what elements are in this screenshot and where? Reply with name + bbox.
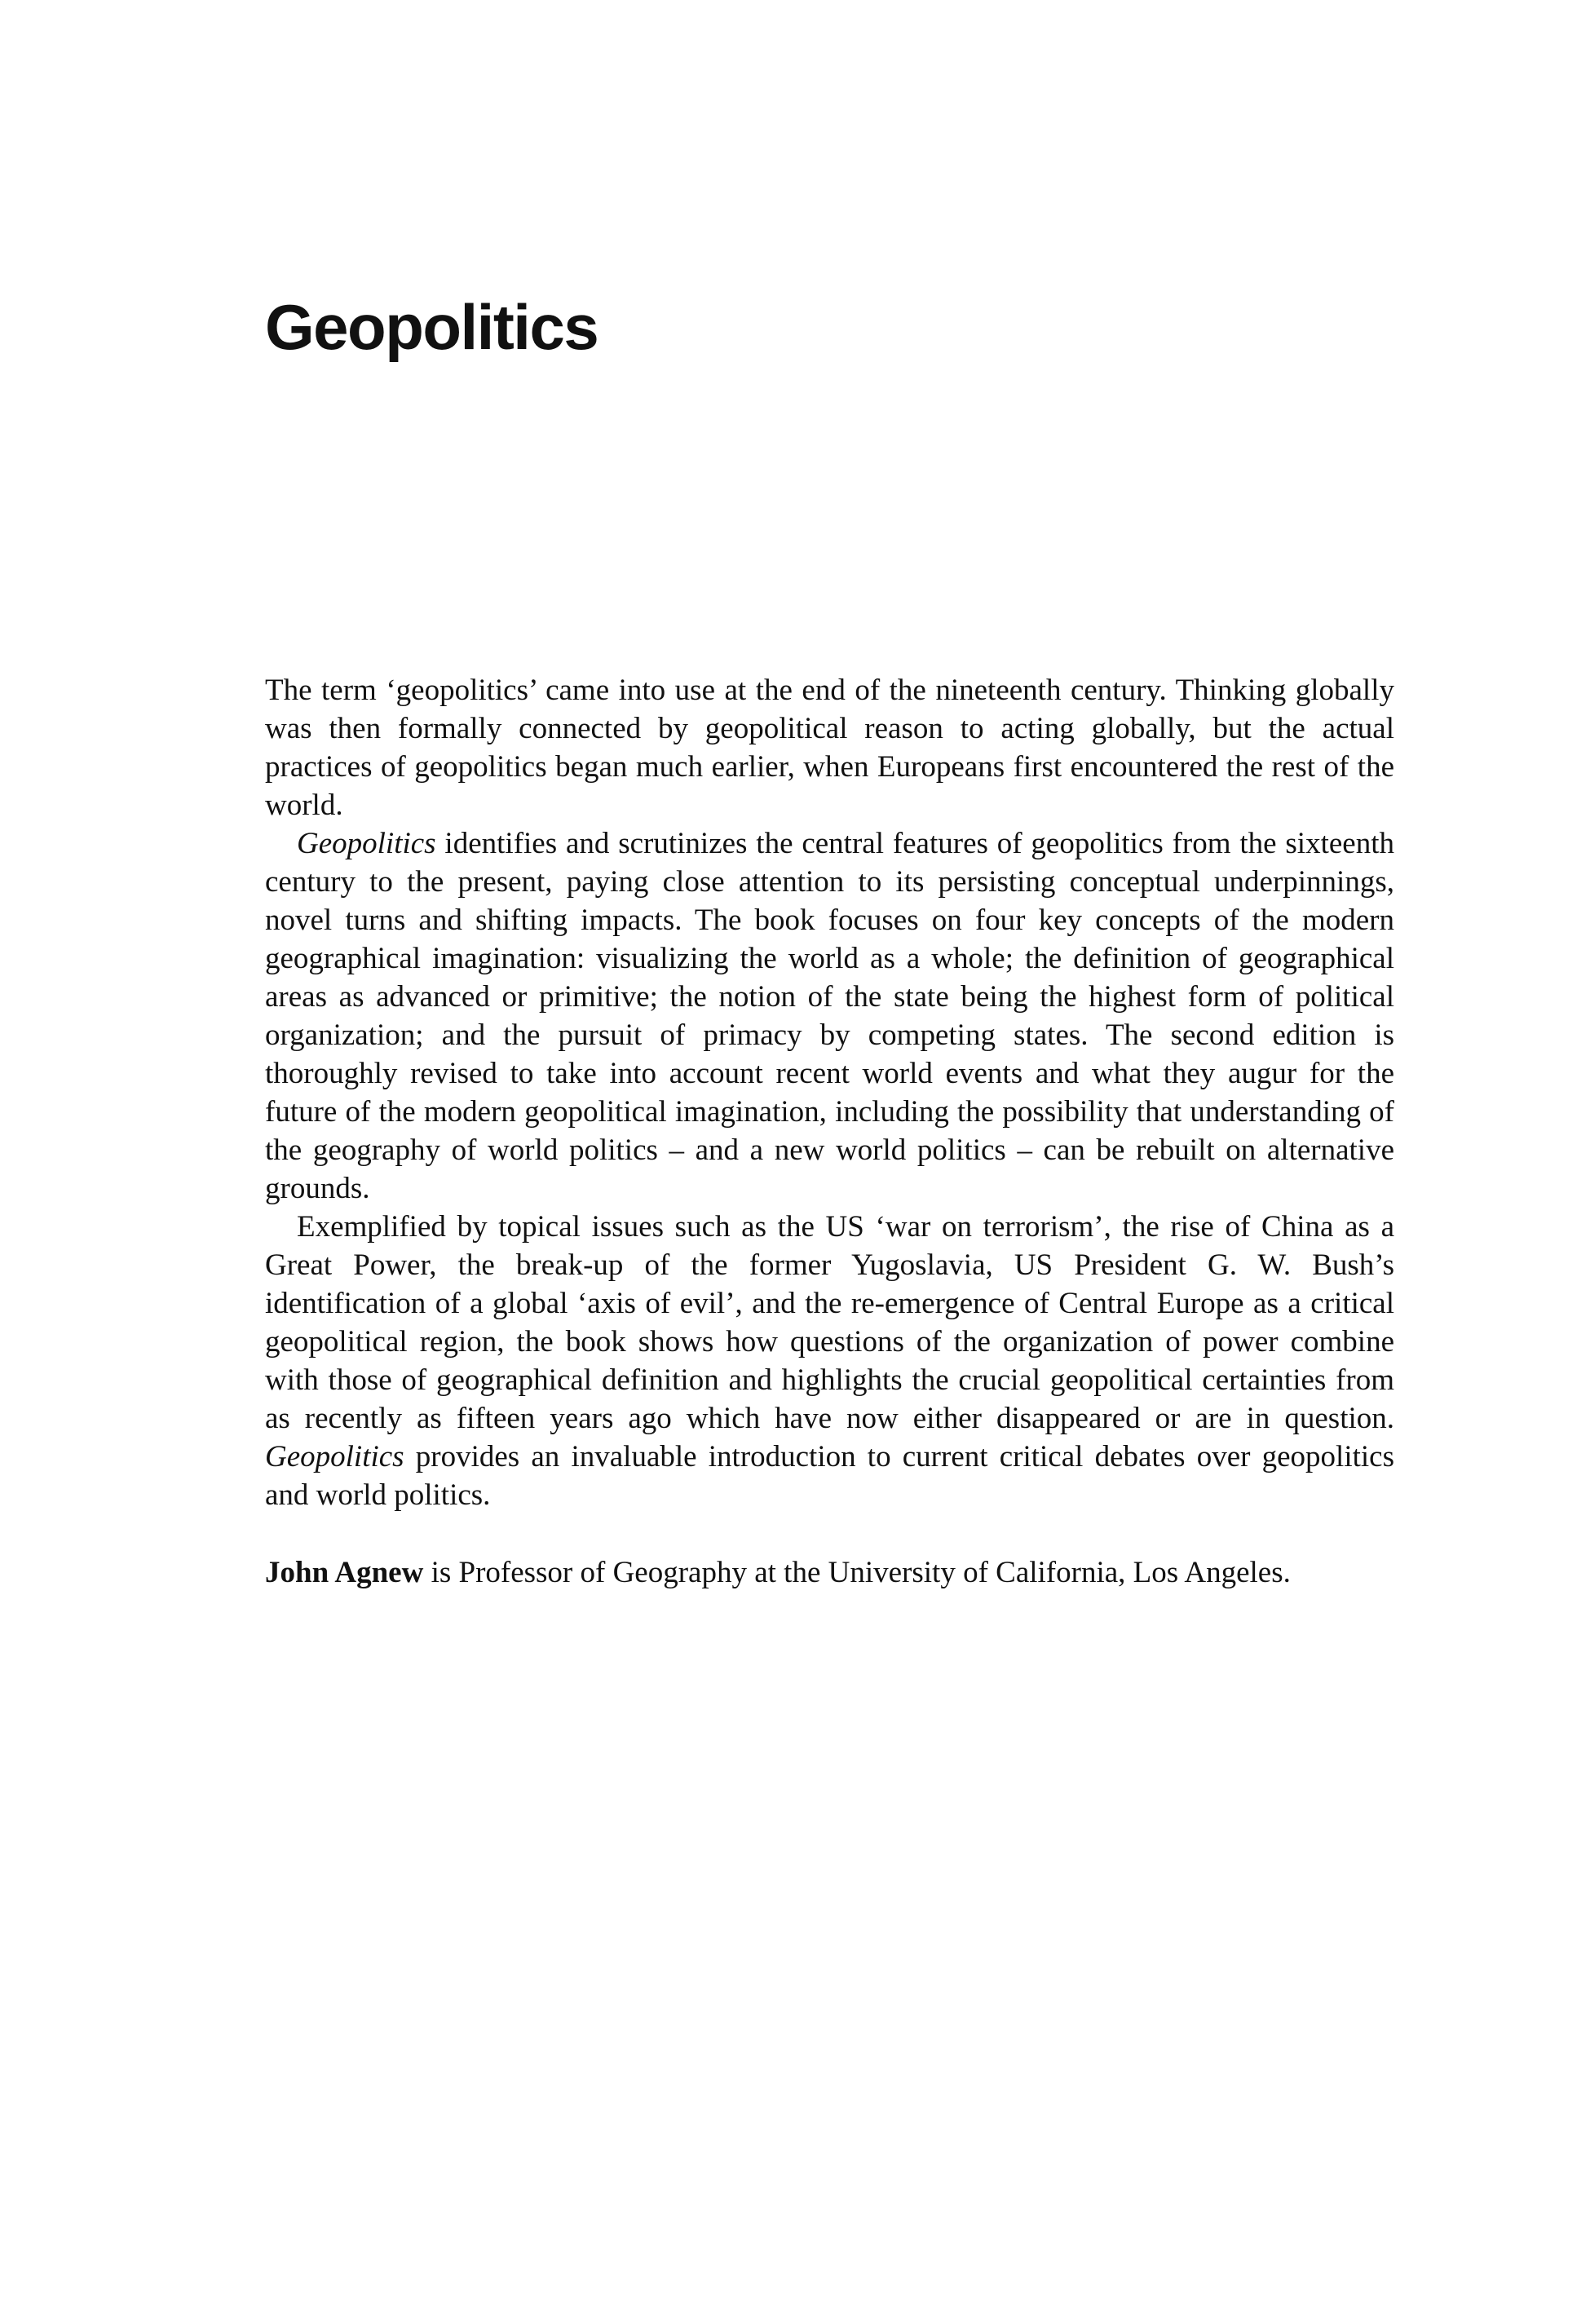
book-description xyxy=(265,671,1394,1514)
page-title: Geopolitics xyxy=(265,291,598,363)
description-paragraph-3 xyxy=(265,1208,1394,1514)
book-title-italic: Geopolitics xyxy=(297,827,436,860)
paragraph-3-text-start: Exemplified by topical issues such as the US ‘war on terrorism’, the rise of China as a Great Power, the break-up of the former Yugoslavia, US President G. W. Bush’s identification of a global ‘axis of evil’, and the re-emergence of Central Europe as a critical geopolitical region, the book shows how questions of the organization of power combine with those of geographical definition and highlights the crucial geopolitical certainties from as recently as fifteen years ago which have now either disappeared or are in question. xyxy=(265,1210,1394,1435)
paragraph-2-text: identifies and scrutinizes the central features of geopolitics from the sixteenth century to the present, paying close attention to its persisting conceptual underpinnings, novel turns and shifting impacts. The book focuses on four key concepts of the modern geographical imagination: visualizing the world as a whole; the definition of geographical areas as advanced or primitive; the notion of the state being the highest form of political organization; and the pursuit of primacy by competing states. The second edition is thoroughly revised to take into account recent world events and what they augur for the future of the modern geopolitical imagination, including the possibility that understanding of the geography of world politics – and a new world politics – can be rebuilt on alternative grounds. xyxy=(265,827,1394,1205)
description-paragraph-2 xyxy=(265,824,1394,1208)
author-bio xyxy=(265,1553,1394,1592)
book-title-italic: Geopolitics xyxy=(265,1440,404,1473)
author-bio-text: is Professor of Geography at the University of California, Los Angeles. xyxy=(423,1556,1291,1589)
description-paragraph-1: The term ‘geopolitics’ came into use at the end of the nineteenth century. Thinking globally was then formally connected by geopolitical reason to acting globally, but the actual practices of geopolitics began much earlier, when Europeans first encountered the rest of the world. xyxy=(265,674,1394,822)
paragraph-3-text-end: provides an invaluable introduction to current critical debates over geopolitics and world politics. xyxy=(265,1440,1394,1512)
author-name: John Agnew xyxy=(265,1556,424,1589)
